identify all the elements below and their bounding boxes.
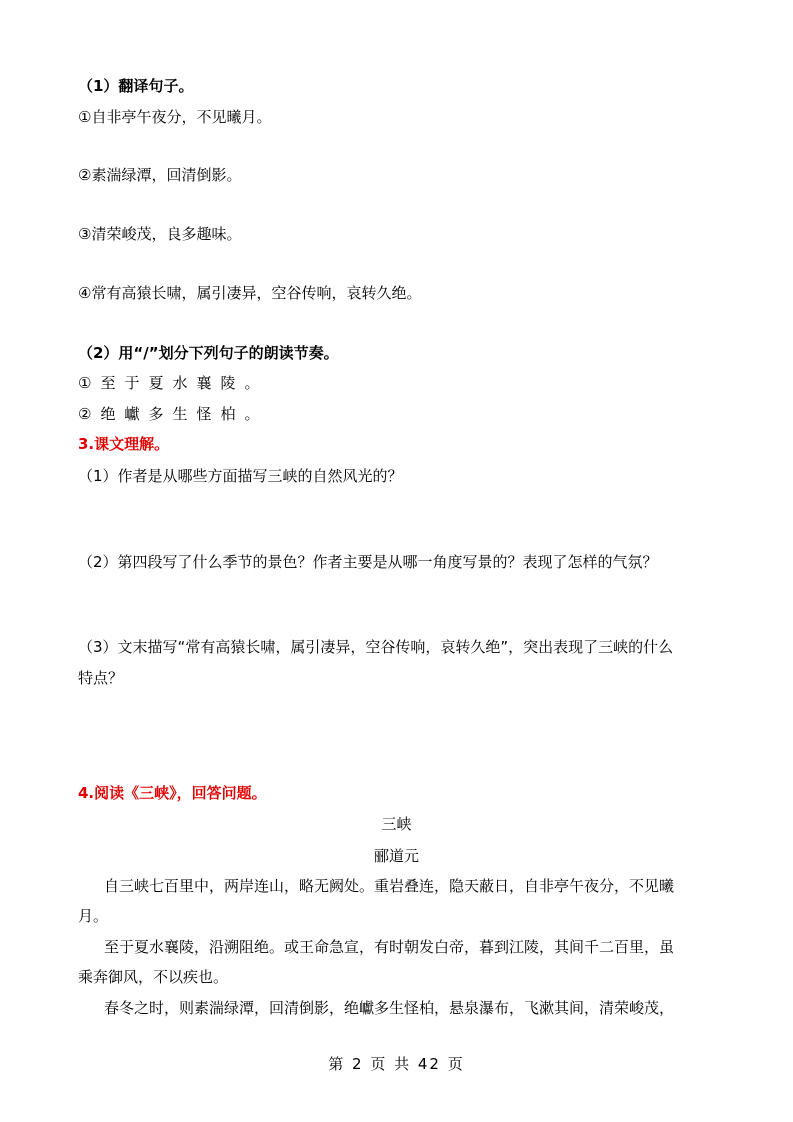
q1-heading: （1）翻译句子。 — [78, 77, 194, 95]
passage-paragraph-3: 春冬之时，则素湍绿潭，回清倒影，绝巘多生怪柏，悬泉瀑布，飞漱其间，清荣峻茂， — [104, 999, 675, 1017]
q1-item-1: ①自非亭午夜分，不见曦月。 — [78, 108, 272, 126]
q1-item-2: ②素湍绿潭，回清倒影。 — [78, 166, 242, 184]
section4-heading: 4.阅读《三峡》，回答问题。 — [78, 784, 267, 802]
passage-paragraph-2: 至于夏水襄陵，沿溯阻绝。或王命急宣，有时朝发白帝，暮到江陵，其间千二百里，虽 — [104, 938, 675, 956]
q2-item-2: ②绝巘多生怪柏。 — [78, 405, 269, 423]
section3-question-3: （3）文末描写“常有高猿长啸，属引凄异，空谷传响，哀转久绝”，突出表现了三峡的什么 — [78, 638, 674, 656]
passage-title: 三峡 — [381, 815, 412, 833]
page-footer: 第 2 页 共 42 页 — [328, 1055, 465, 1073]
section3-question-2: （2）第四段写了什么季节的景色？作者主要是从哪一角度写景的？表现了怎样的气氛？ — [78, 553, 658, 571]
q1-item-4: ④常有高猿长啸，属引凄异，空谷传响，哀转久绝。 — [78, 284, 422, 302]
passage-paragraph-1-cont: 月。 — [78, 907, 109, 925]
q2-heading: （2）用“/”划分下列句子的朗读节奏。 — [78, 344, 339, 362]
passage-author: 郦道元 — [373, 847, 419, 865]
q1-item-3: ③清荣峻茂，良多趣味。 — [78, 225, 242, 243]
section3-question-3-cont: 特点？ — [78, 669, 124, 687]
passage-paragraph-2-cont: 乘奔御风，不以疾也。 — [78, 968, 229, 986]
section3-heading: 3.课文理解。 — [78, 435, 170, 453]
passage-paragraph-1: 自三峡七百里中，两岸连山，略无阙处。重岩叠连，隐天蔽日，自非亭午夜分，不见曦 — [104, 877, 675, 895]
section3-question-1: （1）作者是从哪些方面描写三峡的自然风光的？ — [78, 467, 403, 485]
q2-item-1: ①至于夏水襄陵。 — [78, 374, 269, 392]
